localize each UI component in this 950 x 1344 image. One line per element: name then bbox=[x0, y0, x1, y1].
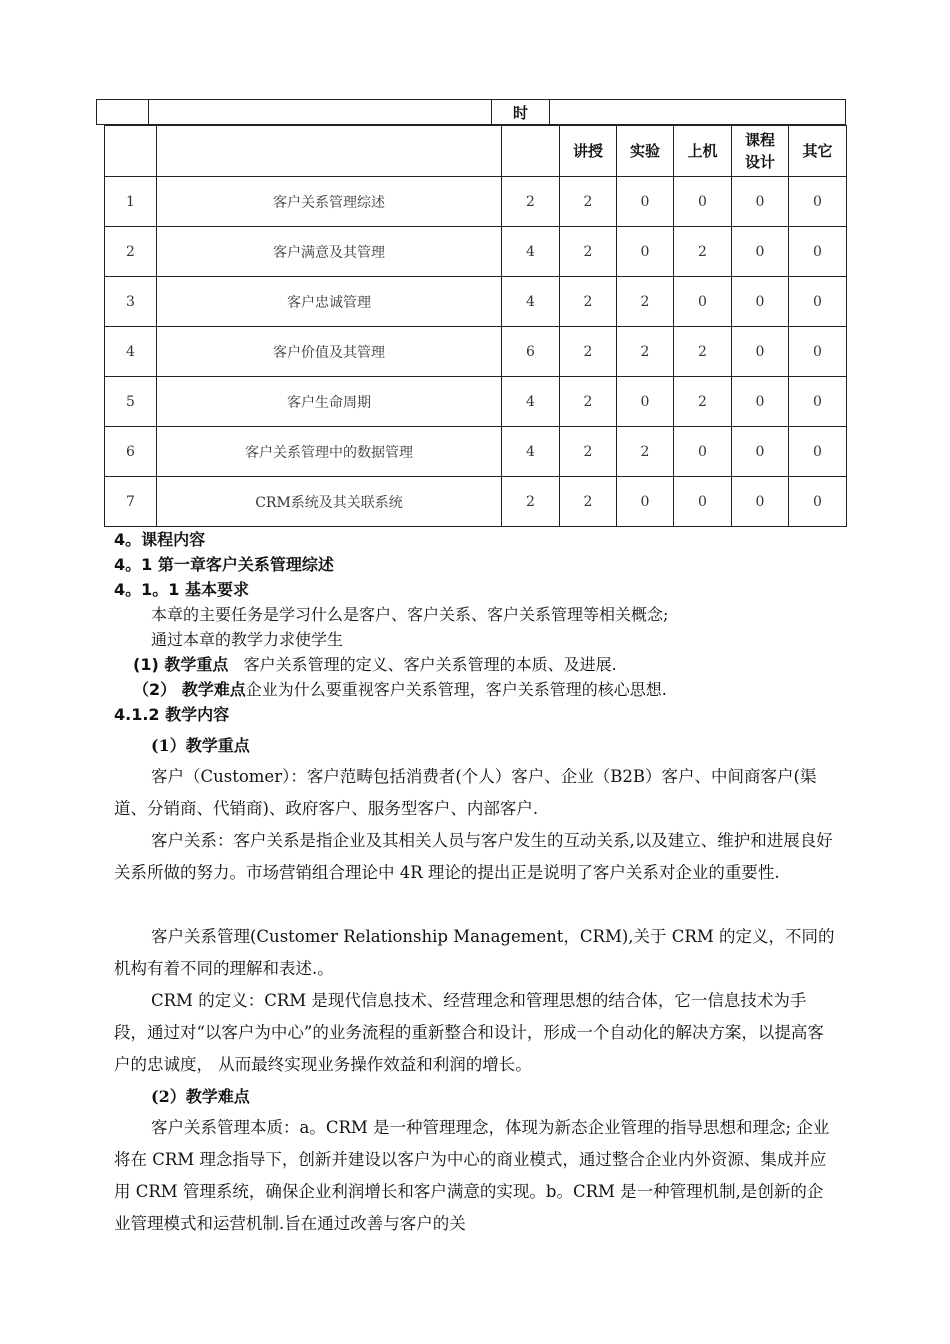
difficult-point-label: （2） 教学难点 bbox=[133, 680, 246, 699]
table-cell: 2 bbox=[560, 227, 617, 277]
table-cell: 4 bbox=[502, 227, 560, 277]
table-cell: 3 bbox=[105, 277, 157, 327]
table-cell: 0 bbox=[789, 377, 847, 427]
col-header bbox=[157, 126, 502, 177]
chapter-heading: 4。1 第一章客户关系管理综述 bbox=[114, 555, 334, 574]
table-cell: 2 bbox=[560, 377, 617, 427]
table-cell: 2 bbox=[502, 177, 560, 227]
difficult-point-text: 企业为什么要重视客户关系管理，客户关系管理的核心思想. bbox=[245, 680, 667, 699]
table-cell: 客户关系管理中的数据管理 bbox=[157, 427, 502, 477]
table-cell: 客户生命周期 bbox=[157, 377, 502, 427]
table-cell: 2 bbox=[617, 427, 674, 477]
course-schedule-table bbox=[104, 125, 847, 527]
table-cell: 0 bbox=[617, 477, 674, 527]
table-cell: 客户满意及其管理 bbox=[157, 227, 502, 277]
subheading-difficult-points: (2）教学难点 bbox=[151, 1087, 250, 1106]
table-cell: 0 bbox=[789, 327, 847, 377]
paragraph-crm-definition: CRM 的定义：CRM 是现代信息技术、经营理念和管理思想的结合体，它一信息技术为手段，通过对“以客户为中心”的业务流程的重新整合和设计，形成一个自动化的解决方案，以提高客户的忠诚度， 从而最终实现业务操作效益和利润的增长。 bbox=[114, 991, 824, 1074]
table-cell: 0 bbox=[789, 477, 847, 527]
header-cell-blank-2 bbox=[148, 99, 492, 125]
table-cell: 5 bbox=[105, 377, 157, 427]
table-cell: 2 bbox=[617, 327, 674, 377]
section-heading-course-content: 4。课程内容 bbox=[114, 530, 206, 549]
table-cell: 客户价值及其管理 bbox=[157, 327, 502, 377]
table-cell: 0 bbox=[789, 227, 847, 277]
table-cell: 0 bbox=[732, 327, 789, 377]
table-cell: 0 bbox=[674, 177, 732, 227]
table-row bbox=[105, 277, 847, 327]
table-cell: 2 bbox=[502, 477, 560, 527]
table-cell: 6 bbox=[502, 327, 560, 377]
table-cell: 1 bbox=[105, 177, 157, 227]
table-row bbox=[105, 477, 847, 527]
table-cell: 0 bbox=[674, 477, 732, 527]
subsection-heading-basic-requirements: 4。1。1 基本要求 bbox=[114, 580, 249, 599]
table-cell: 2 bbox=[560, 327, 617, 377]
table-cell: 0 bbox=[617, 227, 674, 277]
table-cell: 0 bbox=[732, 427, 789, 477]
table-cell: 2 bbox=[674, 227, 732, 277]
table-cell: 7 bbox=[105, 477, 157, 527]
col-header-lecture: 讲授 bbox=[560, 126, 617, 177]
table-cell: 0 bbox=[674, 427, 732, 477]
paragraph-crm-essence: 客户关系管理本质：a。CRM 是一种管理理念，体现为新态企业管理的指导思想和理念; 企业将在 CRM 理念指导下，创新并建设以客户为中心的商业模式，通过整合企业内外资源、集成并应用 CRM 管理系统，确保企业利润增长和客户满意的实现。b。CRM 是一种管理机制,是创新的企业管理模式和运营机制.旨在通过改善与客户的关 bbox=[114, 1118, 830, 1233]
key-point-label: (1) 教学重点 bbox=[133, 655, 229, 674]
table-cell: 2 bbox=[560, 427, 617, 477]
subsection-heading-teaching-content: 4.1.2 教学内容 bbox=[114, 705, 230, 724]
table-cell: 0 bbox=[789, 277, 847, 327]
paragraph-customer: 客户（Customer）：客户范畴包括消费者(个人）客户、企业（B2B）客户、中间商客户(渠道、分销商、代销商)、政府客户、服务型客户、内部客户. bbox=[114, 767, 817, 818]
header-cell-blank-1 bbox=[96, 99, 149, 125]
requirement-text-1: 本章的主要任务是学习什么是客户、客户关系、客户关系管理等相关概念; bbox=[151, 605, 669, 624]
table-cell: 0 bbox=[732, 377, 789, 427]
requirement-text-2: 通过本章的教学力求使学生 bbox=[151, 630, 344, 649]
key-point-line bbox=[133, 653, 617, 677]
table-cell: 0 bbox=[617, 177, 674, 227]
table-top-header bbox=[96, 99, 846, 125]
paragraph-crm-intro: 客户关系管理(Customer Relationship Management，CRM),关于 CRM 的定义，不同的机构有着不同的理解和表述.。 bbox=[114, 927, 835, 978]
paragraph-customer-relationship: 客户关系：客户关系是指企业及其相关人员与客户发生的互动关系,以及建立、维护和进展良好关系所做的努力。市场营销组合理论中 4R 理论的提出正是说明了客户关系对企业的重要性. bbox=[114, 831, 833, 882]
table-cell: 0 bbox=[732, 277, 789, 327]
col-header bbox=[105, 126, 157, 177]
table-cell: 0 bbox=[732, 477, 789, 527]
table-cell: 2 bbox=[105, 227, 157, 277]
header-cell-blank-3 bbox=[549, 99, 846, 125]
table-cell: 客户忠诚管理 bbox=[157, 277, 502, 327]
table-row bbox=[105, 427, 847, 477]
table-cell: 2 bbox=[560, 277, 617, 327]
col-header bbox=[502, 126, 560, 177]
table-cell: 0 bbox=[789, 427, 847, 477]
table-cell: 0 bbox=[617, 377, 674, 427]
subheading-key-points: (1）教学重点 bbox=[151, 736, 250, 755]
table-cell: 0 bbox=[732, 227, 789, 277]
table-row bbox=[105, 177, 847, 227]
table-cell: 2 bbox=[674, 327, 732, 377]
table-row bbox=[105, 377, 847, 427]
table-cell: 客户关系管理综述 bbox=[157, 177, 502, 227]
header-cell-hours: 时 bbox=[491, 99, 550, 125]
table-cell: 2 bbox=[560, 177, 617, 227]
table-cell: 6 bbox=[105, 427, 157, 477]
key-point-text: 客户关系管理的定义、客户关系管理的本质、及进展. bbox=[228, 655, 617, 674]
table-cell: CRM系统及其关联系统 bbox=[157, 477, 502, 527]
table-row bbox=[105, 227, 847, 277]
table-cell: 0 bbox=[732, 177, 789, 227]
col-header-course-design bbox=[732, 126, 789, 177]
table-cell: 4 bbox=[502, 427, 560, 477]
table-cell: 0 bbox=[789, 177, 847, 227]
table-cell: 4 bbox=[502, 277, 560, 327]
col-header-experiment: 实验 bbox=[617, 126, 674, 177]
table-header-row bbox=[105, 126, 847, 177]
col-header-other: 其它 bbox=[789, 126, 847, 177]
col-header-computer: 上机 bbox=[674, 126, 732, 177]
table-cell: 4 bbox=[105, 327, 157, 377]
table-cell: 4 bbox=[502, 377, 560, 427]
table-cell: 0 bbox=[674, 277, 732, 327]
difficult-point-line bbox=[133, 678, 667, 702]
table-cell: 2 bbox=[617, 277, 674, 327]
table-cell: 2 bbox=[560, 477, 617, 527]
col-header-course-design-label: 课程设计 bbox=[744, 131, 775, 171]
table-row bbox=[105, 327, 847, 377]
table-cell: 2 bbox=[674, 377, 732, 427]
